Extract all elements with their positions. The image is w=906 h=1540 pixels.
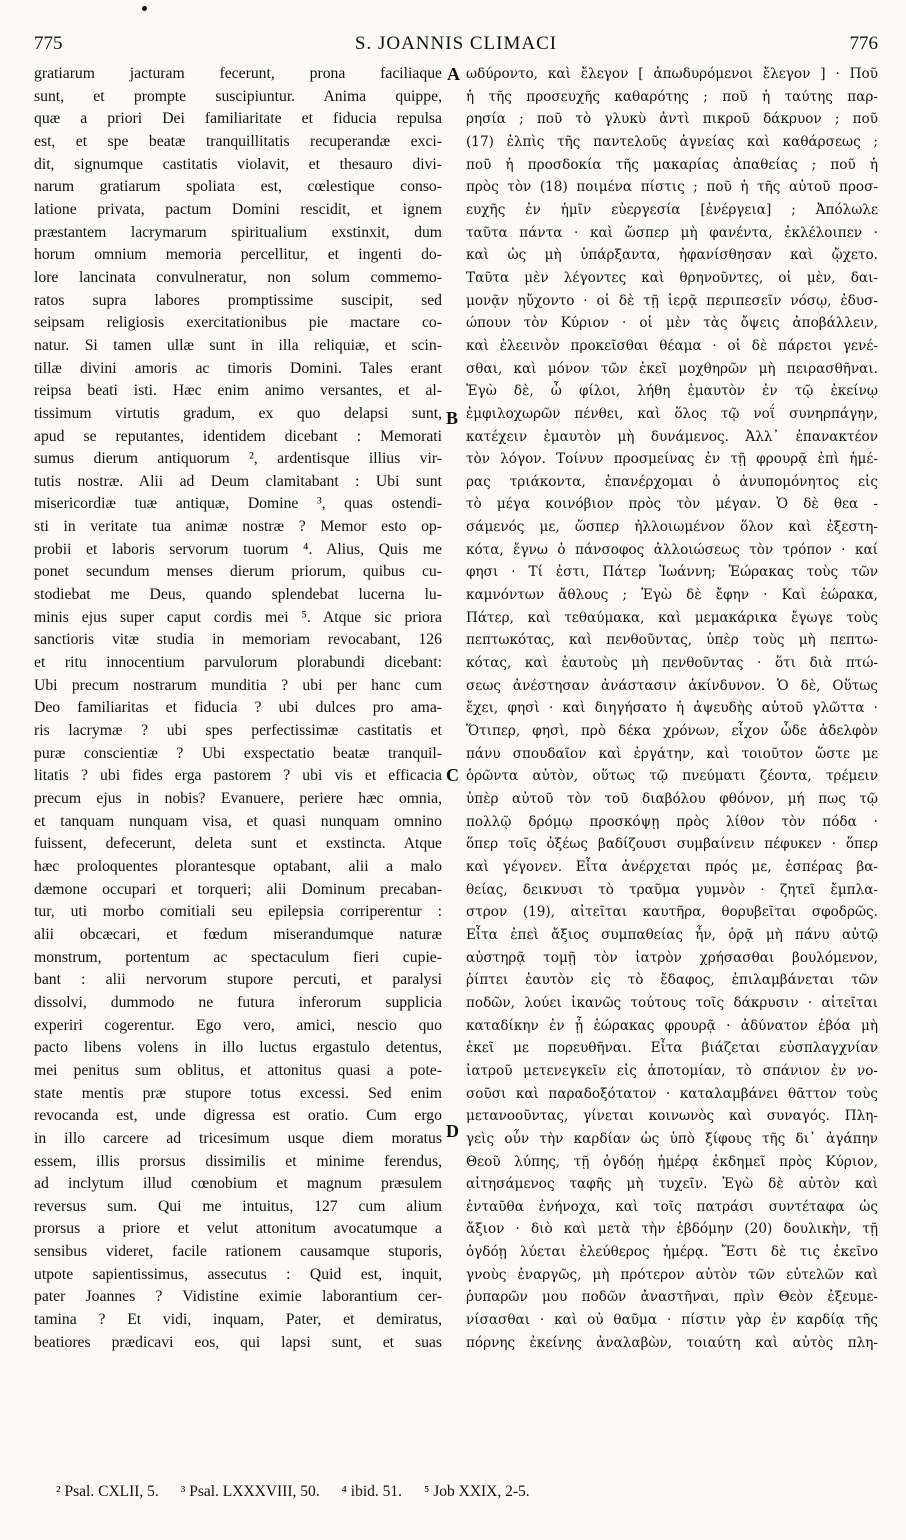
margin-marker-a: A (447, 64, 460, 84)
text-line: reipsa beati isti. Hæc enim animo versantes, et al- (34, 382, 442, 400)
text-line: mei penitus sum oblitus, et attonitus quasi a pote- (34, 1061, 442, 1079)
text-line: αὐστηρᾷ τομῇ τὸν ἰατρὸν χρήσασθαι βουλόμενον, (466, 949, 878, 966)
text-line: νίσασθαι · καὶ οὐ θαῦμα · πίστιν γὰρ ἐν καρδίᾳ τῆς (466, 1312, 878, 1329)
text-line: precum ejus in nobis? Evanuere, periere hæc omnia, (34, 790, 442, 807)
text-line: Θεοῦ λύπης, τῇ ὀγδόῃ ἡμέρᾳ ἐκδημεῖ πρὸς Κύριον, (466, 1153, 878, 1170)
text-line: σθαι, καὶ μόνον τῶν ἐκεῖ μοχθηρῶν μὴ πειρασθῆναι. (466, 360, 878, 377)
text-line: tissimum virtutis gradum, ex quo delapsi sunt, (34, 404, 442, 422)
text-line: dit, signumque castitatis violavit, et thesauro divi- (34, 155, 442, 173)
text-line: dissolvi, dummodo ne futura inferorum supplicia (34, 993, 442, 1011)
text-line: ἐκεῖ με πορευθῆναι. Εἶτα βιάζεται εὐσπλαγχνίαν (466, 1040, 878, 1057)
text-line: ἐμφιλοχωρῶν πένθει, καὶ ὅλος τῷ νοΐ συνηρπάγην, (466, 405, 878, 422)
text-line: narum gratiarum spoliata est, cœlestique conso- (34, 178, 442, 196)
text-line: Ταῦτα μὲν λέγοντες καὶ θρηνοῦντες, οἱ μὲν, δαι- (466, 269, 878, 286)
text-line: et ritu innocentium parvulorum plorabundi dicebant: (34, 654, 442, 672)
page-header (34, 33, 878, 59)
text-line: puræ conscientiæ ? Ubi exspectatio beatæ tranquil- (34, 744, 442, 762)
text-line: γνοὺς ἐναργῶς, μὴ πρότερον αὐτὸν τῶν εὐτελῶν καὶ (466, 1266, 878, 1283)
text-line: alii obcæcari, et fœdum miserandumque naturæ (34, 925, 442, 943)
text-line: ῥίπτει ἑαυτὸν εἰς τὸ ἔδαφος, ἐπιλαμβάνεται τῶν (466, 972, 878, 989)
footnotes (56, 1483, 776, 1501)
text-line: ώπουν τὸν Κύριον · οἱ μὲν τὰς ὄψεις ἀποβάλλειν, (466, 315, 878, 332)
text-line: sensibus videret, facile rationem causamque stuporis, (34, 1243, 442, 1261)
text-line: Ὅτιπερ, φησὶ, πρὸ δέκα χρόνων, εἶχον ὧδε ἀδελφὸν (466, 723, 878, 740)
text-line: misericordiæ tuæ antiquæ, Domine ³, quas ostendi- (34, 495, 442, 513)
text-line: ἐνταῦθα ἐνήνοχα, καὶ τοῖς πατράσι συντέταφα ὡς (466, 1198, 878, 1215)
text-line: ποδῶν, λούει ἱκανῶς τούτους τοῖς δάκρυσιν · αἰτεῖται (466, 994, 878, 1011)
text-line: quæ a priori Dei familiaritate et fiducia repulsa (34, 110, 442, 128)
text-line: κότας, καὶ ἑαυτοὺς μὴ πενθοῦντας · ὅτι διὰ πτώ- (466, 655, 878, 672)
ink-dot (142, 6, 147, 11)
text-line: tillæ divini amoris ac timoris Domini. Tales erant (34, 359, 442, 377)
text-line: monstrum, portentum ac spectaculum fieri cupie- (34, 948, 442, 966)
text-line: καὶ γέγονεν. Εἶτα ἀνέρχεται πρός με, ἑσπέρας βα- (466, 858, 878, 875)
text-line: πεπτωκότας, καὶ πενθοῦντας, ὑπὲρ τοὺς μὴ πεπτω- (466, 632, 878, 649)
text-line: ἡ τῆς προσευχῆς καθαρότης ; ποῦ ἡ ταύτης παρ- (466, 88, 878, 105)
text-line: natur. Si tamen ullæ sunt in illa reliquiæ, et scin- (34, 336, 442, 354)
greek-column (466, 63, 878, 1354)
text-line: seipsam religiosis exercitationibus pie mactare co- (34, 314, 442, 332)
text-line: et tanquam nunquam visa, et quasi nunquam omnino (34, 812, 442, 830)
text-line: reversus sum. Qui me intuitus, 127 cum alium (34, 1197, 442, 1215)
text-line: ὅπερ τοῖς ὀξέως βαδίζουσι συμβαίνειν πέφυκεν · ὅπερ (466, 836, 878, 853)
text-line: πόρνης ἐκείνης ἀναλαβὼν, τοιαύτη καὶ αὐτὸς πλη- (466, 1334, 878, 1351)
text-line: κότα, ἔγνω ὁ πάνσοφος ἀλλοιώσεως τὸν τρόπον · καί (466, 541, 878, 558)
text-line: θείας, δεικνυσι τὸ τραῦμα γυμνὸν · ζητεῖ ἔμπλα- (466, 881, 878, 898)
text-line: μονᾷν ηὔχοντο · οἱ δὲ τῇ ἱερᾷ περιπεσεῖν νόσῳ, ἐδυσ- (466, 292, 878, 309)
text-line: καὶ ὡς μὴ ὑπάρξαντα, ἠφανίσθησαν καὶ ᾤχετο. (466, 247, 878, 264)
text-line: καὶ ἐλεεινὸν προκεῖσθαι θέαμα · οἱ δὲ πάρετοι γενέ- (466, 337, 878, 354)
text-line: ὑπὲρ αὐτοῦ τὸν τοῦ διαβόλου φθόνον, μή πως τῷ (466, 791, 878, 807)
text-line: tutis nostræ. Alii ad Deum clamitabant : Ubi sunt (34, 472, 442, 490)
text-line: καμνόντων ἄθλους ; Ἐγὼ δὲ ἔφην · Καὶ ἑώρακα, (466, 587, 878, 604)
text-line: revocanda est, unde digressa est oratio. Cum ergo (34, 1107, 442, 1125)
text-line: tur, uti morbo comitiali seu epilepsia corriperentur : (34, 903, 442, 921)
text-line: καταδίκην ἐν ᾗ ἑώρακας φρουρᾷ · ἀδύνατον ἐβόα μὴ (466, 1017, 878, 1034)
text-line: experiri cogerentur. Ego vero, amici, nescio quo (34, 1016, 442, 1034)
text-line: essem, illis prorsus dissimilis et minime ferendus, (34, 1152, 442, 1170)
text-line: σοῦσι καὶ παραδοξότατον · καταλαμβάνει θᾶττον τοὺς (466, 1085, 878, 1102)
text-line: κατέχειν ἐμαυτὸν μὴ δυνάμενος. Ἀλλ᾽ ἐπανακτέον (466, 428, 878, 445)
text-line: in illo carcere ad tricesimum usque diem moratus (34, 1129, 442, 1147)
text-line: sunt, et prompte suscipiuntur. Anima quippe, (34, 87, 442, 105)
footnote: ² Psal. CXLII, 5. (56, 1483, 159, 1500)
text-line: Ἐγὼ δὲ, ὦ φίλοι, λήθη ἐμαυτὸν ἐν τῷ ἐκείνῳ (466, 383, 878, 400)
text-line: pacto libens volens in illo luctus ergastulo detentus, (34, 1039, 442, 1057)
text-line: utpote sapientissimus, assecutus : Quid est, inquit, (34, 1265, 442, 1283)
page-number-left: 775 (34, 33, 63, 54)
text-line: μετανοοῦντας, γίνεται κοινωνὸς καὶ συναγός. Πλη- (466, 1108, 878, 1125)
text-line: πάνυ σπουδαῖον καὶ ἐργάτην, καὶ τοιοῦτον ὥστε με (466, 745, 878, 762)
text-line: est, et spe beatæ tranquillitatis recuperandæ exci- (34, 132, 442, 150)
footnote: ⁴ ibid. 51. (341, 1483, 403, 1500)
text-line: αἰτησάμενος ταφῆς μὴ τυχεῖν. Ἐγὼ δὲ αὐτὸν καὶ (466, 1176, 878, 1193)
text-line: πολλῷ δρόμῳ προσκόψῃ πρὸς λίθον τὸν πόδα · (466, 813, 878, 830)
text-line: lore lancinata convulneratur, non solum commemo- (34, 268, 442, 286)
text-line: probii et laboris servorum tuorum ⁴. Alius, Quis me (34, 540, 442, 558)
text-line: sanctioris vitæ studia in memoriam revocabant, 126 (34, 631, 442, 649)
text-line: bant : alii nervorum stupore percuti, et paralysi (34, 971, 442, 989)
text-line: horum omnium memoria percellitur, et ingenti do- (34, 246, 442, 264)
margin-marker-b: B (446, 408, 459, 428)
text-line: Εἶτα ἐπεὶ ἄξιος συμπαθείας ἦν, ὁρᾷ μὴ πάνυ αὐτῷ (466, 926, 878, 943)
text-line: beatiores prædicavi eos, qui lapsi sunt, et suas (34, 1333, 442, 1351)
text-line: σεως ἀνέστησαν ἀνάστασιν ἀκίνδυνον. Ὁ δὲ, Οὕτως (466, 677, 878, 694)
text-line: ρησία ; ποῦ τὸ γλυκὺ ἀντὶ πικροῦ δάκρυον ; ποῦ (466, 111, 878, 128)
text-line: ῥυπαρῶν μου ποδῶν ἀναστῆναι, πρὶν Θεὸν ἐξευμε- (466, 1289, 878, 1306)
text-line: prorsus a priore et velut attonitum avocatumque a (34, 1220, 442, 1238)
text-line: fuissent, defecerunt, deleta sunt et exstincta. Atque (34, 835, 442, 853)
text-line: γεὶς οὖν τὴν καρδίαν ὡς ὑπὸ ξίφους τῆς δι᾽ ἀγάπην (466, 1130, 878, 1147)
text-line: ευχῆς ἐν ἡμῖν εὐεργεσία [ἐνέργεια] ; Ἀπόλωλε (466, 201, 878, 218)
text-line: (17) ἐλπὶς τῆς παντελοῦς ἁγνείας καὶ καθάρσεως ; (466, 133, 878, 150)
text-line: sumus dierum antiquorum ², ardentisque illius vir- (34, 450, 442, 468)
text-line: hæc proloquentes plorantesque optabant, alii a malo (34, 857, 442, 875)
text-line: pater Joannes ? Vidistine eximie laborantium cer- (34, 1288, 442, 1306)
text-line: litatis ? ubi fides erga pastorem ? ubi vis et efficacia (34, 767, 442, 785)
text-line: tamina ? Et vidi, inquam, Pater, et demiratus, (34, 1311, 442, 1329)
text-line: Deo familiaritas et fiducia ? ubi dulces pro ama- (34, 699, 442, 717)
text-line: σάμενός με, ὥσπερ ἠλλοιωμένον ὅλον καὶ ἐξεστη- (466, 519, 878, 536)
text-line: ἔχει, φησὶ · καὶ διηγήσατο ἡ ἀψευδὴς αὐτοῦ γλῶττα · (466, 700, 878, 717)
margin-marker-d: D (446, 1121, 459, 1141)
text-line: τὸν λόγον. Τοίνυν προσμείνας ἐν τῇ φρουρᾷ ἐπὶ ἡμέ- (466, 451, 878, 468)
text-line: πρὸς τὸν (18) ποιμένα πίστις ; ποῦ ἡ τῆς αὐτοῦ προσ- (466, 179, 878, 196)
text-line: φησι · Τί ἐστι, Πάτερ Ἰωάννη; Ἑώρακας τοὺς τῶν (466, 564, 878, 581)
text-line: ponet secundum menses dierum priorum, quibus cu- (34, 563, 442, 581)
text-line: ποῦ ἡ προσδοκία τῆς μακαρίας ἀπαθείας ; ποῦ ἡ (466, 156, 878, 173)
text-line: state mentis præ stupore totus excessi. Sed enim (34, 1084, 442, 1102)
text-line: τὸ μέγα κοινόβιον πρὸς τὸν μέγαν. Ὁ δὲ θεα - (466, 496, 878, 513)
text-line: ρας τριάκοντα, ἐπανέρχομαι ὁ ἀνυπομόνητος εἰς (466, 473, 878, 490)
text-line: gratiarum jacturam fecerunt, prona faciliaque (34, 65, 442, 82)
text-line: στρον (19), αἰτεῖται καυτῆρα, θορυβεῖται σφοδρῶς. (466, 904, 878, 921)
text-line: ταῦτα πάντα · καὶ ὥσπερ μὴ φανέντα, ἐκλέλοιπεν · (466, 224, 878, 241)
latin-column (34, 63, 442, 1354)
text-line: ris lacrymæ ? ubi spes perfectissimæ castitatis et (34, 722, 442, 740)
text-line: dæmone occupari et torqueri; alii Dominum precaban- (34, 880, 442, 898)
page-number-right: 776 (849, 33, 878, 54)
text-line: ἰατροῦ μετενεγκεῖν εἰς ἀποτομίαν, τὸ σπάνιον ἐν νο- (466, 1062, 878, 1079)
text-line: ὁρῶντα αὐτὸν, οὕτως τῷ πνεύματι ζέοντα, τρέμειν (466, 768, 878, 785)
margin-marker-c: C (446, 765, 459, 785)
footnote: ³ Psal. LXXXVIII, 50. (180, 1483, 320, 1500)
text-line: ratos supra labores promptissime suscipit, sed (34, 291, 442, 309)
text-line: Ubi precum nostrarum munditia ? ubi per hanc cum (34, 676, 442, 694)
text-line: latione privata, pactum Domini rescidit, et ignem (34, 200, 442, 218)
text-line: sti in veritate tua animæ nostræ ? Memor esto op- (34, 518, 442, 536)
text-line: ἄξιον · διὸ καὶ μετὰ τὴν ἑβδόμην (20) δουλικὴν, τῇ (466, 1221, 878, 1238)
footnote: ⁵ Job XXIX, 2-5. (423, 1483, 530, 1500)
running-title: S. JOANNIS CLIMACI (354, 33, 558, 54)
text-line: præstantem lacrymarum spiritualium exstinxit, dum (34, 223, 442, 241)
text-line: ὀγδόῃ λύεται ἐλεύθερος ἡμέρᾳ. Ἔστι δὲ τις ἐκεῖνο (466, 1244, 878, 1261)
text-line: stodiebat me Deus, quando splendebat lucerna lu- (34, 586, 442, 604)
text-line: apud se reputantes, identidem dicebant : Memorati (34, 427, 442, 445)
text-line: ad inclytum illud cœnobium et magnum præsulem (34, 1175, 442, 1193)
text-line: minis ejus super caput cordis mei ⁵. Atque sic priora (34, 608, 442, 626)
text-line: ωδύροντο, καὶ ἔλεγον [ ἀπωδυρόμενοι ἔλεγον ] · Ποῦ (466, 66, 878, 82)
text-line: Πάτερ, καὶ τεθαύμακα, καὶ μεμακάρικα ἔγωγε τοὺς (466, 609, 878, 626)
